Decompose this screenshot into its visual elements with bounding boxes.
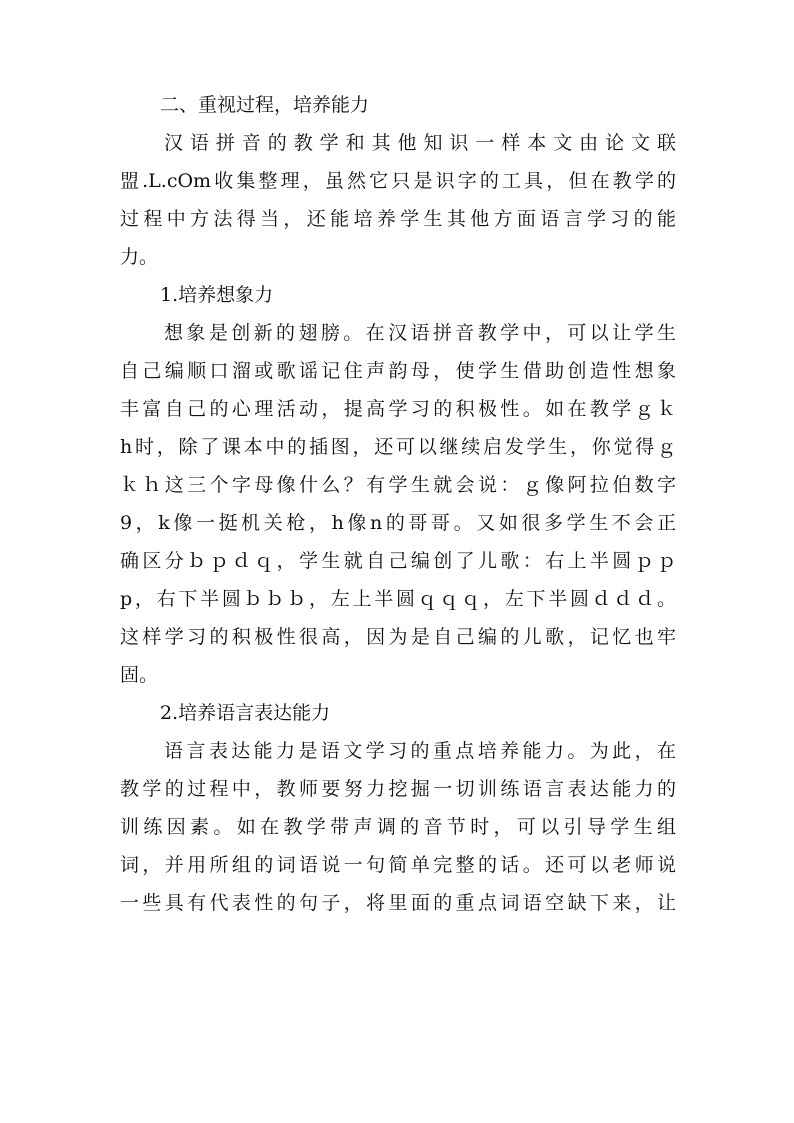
paragraph-line: 词，并用所组的词语说一句简单完整的话。还可以老师说 <box>120 854 676 876</box>
imagination-paragraph <box>120 314 676 694</box>
paragraph-line: 丰富自己的心理活动，提高学习的积极性。如在教学ｇｋ <box>120 398 676 420</box>
paragraph-line: 想象是创新的翅膀。在汉语拼音教学中，可以让学生 <box>164 322 676 344</box>
intro-paragraph <box>120 124 676 276</box>
paragraph-line: 固。 <box>120 664 159 686</box>
paragraph-line: 教学的过程中，教师要努力挖掘一切训练语言表达能力的 <box>120 778 676 800</box>
paragraph-line: 力。 <box>120 246 159 268</box>
paragraph-line: 自己编顺口溜或歌谣记住声韵母，使学生借助创造性想象 <box>120 360 676 382</box>
document-page <box>120 86 676 922</box>
paragraph-line: 一些具有代表性的句子，将里面的重点词语空缺下来，让 <box>120 892 676 914</box>
subsection-heading-expression: 2.培养语言表达能力 <box>160 702 331 724</box>
paragraph-line: 9，k像一挺机关枪，h像n的哥哥。又如很多学生不会正 <box>120 512 676 534</box>
paragraph-line: 确区分ｂｐｄｑ，学生就自己编创了儿歌：右上半圆ｐｐ <box>120 550 676 572</box>
paragraph-line: 过程中方法得当，还能培养学生其他方面语言学习的能 <box>120 208 676 230</box>
paragraph-line: p，右下半圆ｂｂｂ，左上半圆ｑｑｑ，左下半圆ｄｄｄ。 <box>120 588 676 610</box>
paragraph-line: 这样学习的积极性很高，因为是自己编的儿歌，记忆也牢 <box>120 626 676 648</box>
paragraph-line: ｋｈ这三个字母像什么？有学生就会说：ｇ像阿拉伯数字 <box>120 474 676 496</box>
expression-paragraph <box>120 732 676 922</box>
paragraph-line: h时，除了课本中的插图，还可以继续启发学生，你觉得ｇ <box>120 436 676 458</box>
paragraph-line: 汉语拼音的教学和其他知识一样本文由论文联 <box>164 132 676 154</box>
paragraph-line: 语言表达能力是语文学习的重点培养能力。为此，在 <box>164 740 676 762</box>
paragraph-line: 训练因素。如在教学带声调的音节时，可以引导学生组 <box>120 816 676 838</box>
subsection-heading-imagination: 1.培养想象力 <box>160 284 274 306</box>
paragraph-line: 盟.L.cOm收集整理，虽然它只是识字的工具，但在教学的 <box>120 170 676 192</box>
section-heading: 二、重视过程，培养能力 <box>160 94 370 116</box>
